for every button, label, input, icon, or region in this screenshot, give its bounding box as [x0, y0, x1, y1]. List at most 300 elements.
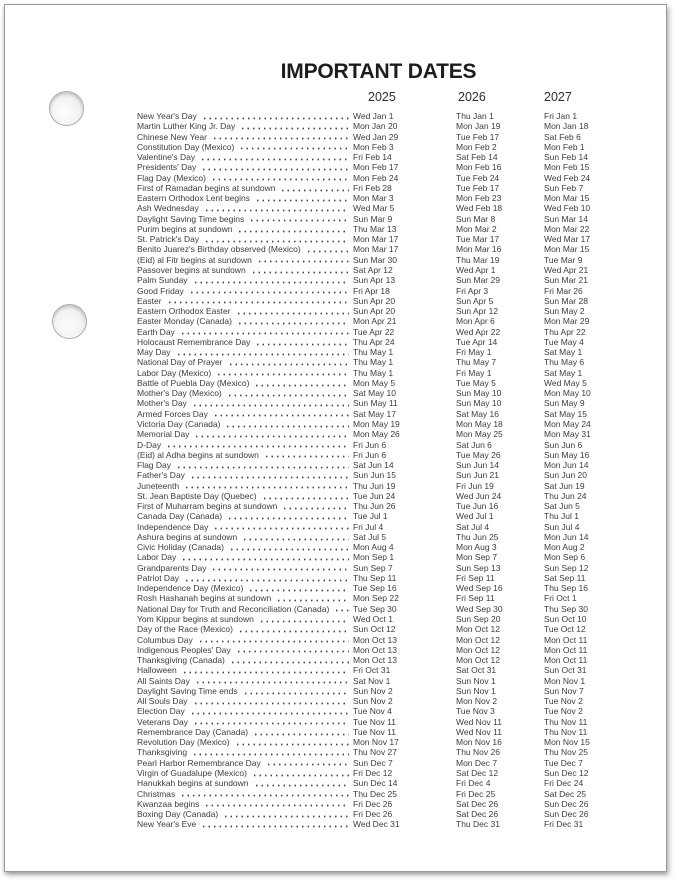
- holiday-name: Civic Holiday (Canada): [137, 542, 224, 553]
- dotted-leader: [178, 327, 349, 337]
- date-2027: Sun Oct 10: [544, 614, 587, 625]
- date-2027: Tue Nov 2: [544, 696, 583, 707]
- date-2027: Mon Feb 15: [544, 162, 590, 173]
- holiday-name: All Saints Day: [137, 675, 190, 686]
- holiday-name: Benito Juarez's Birthday observed (Mexico): [137, 244, 301, 255]
- holiday-name-block: [137, 717, 353, 727]
- table-row: [137, 706, 623, 716]
- table-row: [137, 440, 623, 450]
- holiday-name: Election Day: [137, 706, 185, 717]
- date-2027: Mon Feb 1: [544, 141, 585, 152]
- dotted-leader: [182, 481, 349, 491]
- holiday-name-block: [137, 234, 353, 244]
- date-2025: Mon Oct 13: [353, 644, 397, 655]
- holiday-name: Easter: [137, 295, 162, 306]
- date-2025: Wed Jan 1: [353, 111, 394, 121]
- date-2025: Fri Jun 6: [353, 449, 387, 460]
- holiday-name-block: [137, 255, 353, 265]
- date-2027: Mon Mar 15: [544, 244, 590, 255]
- date-2026: Wed Nov 11: [456, 716, 502, 727]
- dotted-leader: [187, 286, 349, 296]
- holiday-name-block: [137, 440, 353, 450]
- date-2026: Tue Nov 3: [456, 706, 495, 717]
- holiday-name-block: [137, 758, 353, 768]
- holiday-name-block: [137, 152, 353, 162]
- holiday-name-block: [137, 481, 353, 491]
- holiday-name: Armed Forces Day: [137, 408, 208, 419]
- dotted-leader: [223, 419, 349, 429]
- holiday-name: Flag Day: [137, 460, 172, 471]
- holiday-name-block: [137, 511, 353, 521]
- date-2026: Mon Feb 2: [456, 141, 497, 152]
- dotted-leader: [237, 142, 349, 152]
- date-2026: Wed Apr 22: [456, 326, 501, 337]
- holiday-name-block: [137, 635, 353, 645]
- date-2025: Fri Oct 31: [353, 665, 391, 676]
- date-2026: Wed Feb 18: [456, 203, 503, 214]
- table-row: [137, 747, 623, 757]
- table-row: [137, 286, 623, 296]
- holiday-name-block: [137, 347, 353, 357]
- date-2025: Sun Sep 7: [353, 562, 393, 573]
- dotted-leader: [274, 593, 349, 603]
- holiday-name: Victoria Day (Canada): [137, 418, 221, 429]
- date-2025: Sun Nov 2: [353, 685, 393, 696]
- date-2025: Mon Oct 13: [353, 634, 397, 645]
- dotted-leader: [238, 121, 349, 131]
- table-row: [137, 614, 623, 624]
- date-2026: Sat May 16: [456, 408, 499, 419]
- date-2027: Thu Jun 24: [544, 490, 587, 501]
- table-row: [137, 214, 623, 224]
- date-2026: Tue Mar 17: [456, 234, 500, 245]
- table-row: [137, 655, 623, 665]
- date-2026: Wed Sep 30: [456, 603, 503, 614]
- holiday-name-block: [137, 532, 353, 542]
- holiday-name-block: [137, 111, 353, 121]
- table-row: [137, 593, 623, 603]
- table-row: [137, 337, 623, 347]
- table-row: [137, 275, 623, 285]
- holiday-name-block: [137, 686, 353, 696]
- holiday-name-block: [137, 162, 353, 172]
- table-row: [137, 635, 623, 645]
- date-2027: Mon Jan 18: [544, 121, 589, 132]
- holiday-name: Mother's Day: [137, 398, 187, 409]
- dotted-leader: [234, 645, 349, 655]
- date-2025: Sun May 11: [353, 398, 398, 409]
- table-row: [137, 152, 623, 162]
- date-2027: Sun Mar 14: [544, 213, 588, 224]
- date-2026: Sun Sep 13: [456, 562, 501, 573]
- date-2026: Sat Dec 12: [456, 768, 499, 778]
- date-2026: Thu Mar 19: [456, 254, 500, 265]
- holiday-name: Good Friday: [137, 285, 184, 296]
- holiday-name: Thanksgiving: [137, 747, 188, 758]
- date-2025: Wed Oct 1: [353, 614, 393, 625]
- date-2027: Mon Sep 6: [544, 552, 586, 563]
- dotted-leader: [188, 706, 349, 716]
- date-2025: Fri Jul 4: [353, 521, 384, 532]
- dotted-leader: [211, 522, 349, 532]
- dotted-leader: [198, 152, 349, 162]
- table-row: [137, 265, 623, 275]
- date-2026: Tue Feb 17: [456, 182, 500, 193]
- table-row: [137, 316, 623, 326]
- table-row: [137, 573, 623, 583]
- date-2025: Tue Apr 22: [353, 326, 395, 337]
- date-2025: Mon Sep 22: [353, 593, 399, 604]
- holiday-name: Juneteenth: [137, 480, 180, 491]
- holiday-name: Independence Day (Mexico): [137, 583, 244, 594]
- holiday-name-block: [137, 583, 353, 593]
- date-2026: Sat Jul 4: [456, 521, 490, 532]
- holiday-name: Independence Day: [137, 521, 209, 532]
- dotted-leader: [209, 173, 349, 183]
- date-2025: Mon May 5: [353, 377, 396, 388]
- date-2025: Mon Apr 21: [353, 316, 397, 327]
- table-row: [137, 717, 623, 727]
- holiday-name-block: [137, 275, 353, 285]
- table-row: [137, 347, 623, 357]
- date-2027: Sun Dec 12: [544, 768, 589, 778]
- table-row: [137, 481, 623, 491]
- year-header-2025: 2025: [368, 90, 396, 104]
- holiday-name-block: [137, 214, 353, 224]
- date-2027: Fri Jan 1: [544, 111, 578, 121]
- holiday-name: All Souls Day: [137, 696, 188, 707]
- date-2025: Mon Nov 17: [353, 737, 399, 748]
- holiday-name-block: [137, 552, 353, 562]
- holiday-name-block: [137, 563, 353, 573]
- holiday-name-block: [137, 398, 353, 408]
- holiday-name: Remembrance Day (Canada): [137, 726, 249, 737]
- holiday-name-block: [137, 142, 353, 152]
- date-2026: Wed Jul 1: [456, 511, 494, 522]
- date-2025: Mon Mar 17: [353, 244, 399, 255]
- date-2026: Mon Nov 2: [456, 696, 498, 707]
- date-2027: Wed Feb 24: [544, 172, 591, 183]
- date-2026: Tue Feb 17: [456, 131, 500, 142]
- date-2026: Wed Nov 11: [456, 726, 502, 737]
- dotted-leader: [202, 203, 349, 213]
- holiday-name-block: [137, 173, 353, 183]
- holiday-name-block: [137, 470, 353, 480]
- date-2025: Sat Jul 5: [353, 531, 387, 542]
- date-2025: Fri Dec 12: [353, 768, 393, 778]
- date-2025: Sat May 10: [353, 388, 396, 399]
- date-2027: Sat May 1: [544, 347, 583, 358]
- date-2025: Sun Nov 2: [353, 696, 393, 707]
- date-2026: Fri Sep 11: [456, 572, 495, 583]
- holiday-name-block: [137, 491, 353, 501]
- date-2025: Mon May 26: [353, 429, 400, 440]
- dotted-leader: [225, 511, 349, 521]
- date-2026: Mon May 18: [456, 418, 503, 429]
- dotted-leader: [228, 655, 349, 665]
- holiday-name: St. Jean Baptiste Day (Quebec): [137, 490, 257, 501]
- holiday-name-block: [137, 604, 353, 614]
- holiday-name: New Year's Day: [137, 111, 197, 121]
- holiday-name-block: [137, 593, 353, 603]
- dotted-leader: [241, 686, 349, 696]
- table-row: [137, 460, 623, 470]
- holiday-name: Palm Sunday: [137, 275, 188, 286]
- table-row: [137, 224, 623, 234]
- table-row: [137, 501, 623, 511]
- holiday-name-block: [137, 624, 353, 634]
- date-2025: Mon Oct 13: [353, 655, 397, 666]
- holiday-name-block: [137, 655, 353, 665]
- holiday-name-block: [137, 388, 353, 398]
- holiday-name-block: [137, 450, 353, 460]
- holiday-name-block: [137, 306, 353, 316]
- date-2025: Wed Dec 31: [353, 819, 400, 830]
- date-2025: Thu May 1: [353, 357, 394, 368]
- date-2025: Tue Jun 24: [353, 490, 396, 501]
- date-2026: Sun Nov 1: [456, 685, 496, 696]
- table-row: [137, 511, 623, 521]
- date-2025: Thu Jun 19: [353, 480, 396, 491]
- date-2025: Fri Feb 28: [353, 182, 392, 193]
- holiday-name: Martin Luther King Jr. Day: [137, 121, 236, 132]
- date-2026: Thu Jun 25: [456, 531, 499, 542]
- date-2026: Fri May 1: [456, 367, 492, 378]
- holiday-name: Thanksgiving (Canada): [137, 655, 225, 666]
- table-row: [137, 132, 623, 142]
- holiday-name-block: [137, 573, 353, 583]
- holiday-name-block: [137, 778, 353, 788]
- holiday-name-block: [137, 429, 353, 439]
- date-2027: Fri Oct 1: [544, 593, 577, 604]
- date-2025: Mon Aug 4: [353, 542, 394, 553]
- table-row: [137, 368, 623, 378]
- dotted-leader: [255, 255, 349, 265]
- table-row: [137, 542, 623, 552]
- date-2027: Sun Mar 28: [544, 295, 588, 306]
- dotted-leader: [251, 727, 349, 737]
- table-row: [137, 244, 623, 254]
- holiday-name: Patriot Day: [137, 572, 180, 583]
- date-2025: Thu Dec 25: [353, 788, 397, 799]
- date-2027: Mon Nov 1: [544, 675, 586, 686]
- punch-hole-top: [49, 91, 84, 126]
- holiday-name: First of Muharram begins at sundown: [137, 501, 278, 512]
- date-2027: Sun Feb 14: [544, 152, 588, 163]
- holiday-name: National Day of Prayer: [137, 357, 223, 368]
- date-2026: Mon Nov 16: [456, 737, 502, 748]
- date-2025: Mon Mar 17: [353, 234, 399, 245]
- holiday-name-block: [137, 337, 353, 347]
- date-2025: Thu May 1: [353, 347, 394, 358]
- dotted-leader: [262, 450, 349, 460]
- holiday-name: Memorial Day: [137, 429, 190, 440]
- date-2025: Fri Feb 14: [353, 152, 392, 163]
- date-2027: Tue Oct 12: [544, 624, 586, 635]
- date-2025: Thu Mar 13: [353, 223, 397, 234]
- table-row: [137, 296, 623, 306]
- holiday-name-block: [137, 522, 353, 532]
- date-2027: Wed Mar 17: [544, 234, 591, 245]
- date-2026: Sun Jun 21: [456, 470, 500, 481]
- date-2026: Fri Sep 11: [456, 593, 495, 604]
- dotted-leader: [200, 111, 349, 121]
- dotted-leader: [253, 337, 349, 347]
- holiday-name: Labor Day (Mexico): [137, 367, 212, 378]
- holiday-name-block: [137, 737, 353, 747]
- holiday-name-block: [137, 183, 353, 193]
- date-2027: Thu Nov 11: [544, 716, 588, 727]
- date-2027: Thu Apr 22: [544, 326, 586, 337]
- date-2026: Thu Dec 31: [456, 819, 500, 830]
- holiday-name: Eastern Orthodox Easter: [137, 306, 231, 317]
- date-2025: Tue Jul 1: [353, 511, 388, 522]
- table-row: [137, 583, 623, 593]
- dotted-leader: [264, 758, 349, 768]
- date-2025: Fri Jun 6: [353, 439, 387, 450]
- date-2026: Sat Oct 31: [456, 665, 497, 676]
- date-2025: Tue Nov 11: [353, 726, 396, 737]
- holiday-name: Earth Day: [137, 326, 175, 337]
- date-2027: Sun Dec 26: [544, 809, 589, 820]
- date-2027: Sun May 16: [544, 449, 590, 460]
- table-row: [137, 162, 623, 172]
- table-row: [137, 737, 623, 747]
- date-2026: Sun May 10: [456, 388, 502, 399]
- date-2027: Mon Oct 11: [544, 644, 588, 655]
- table-row: [137, 604, 623, 614]
- date-2027: Mon May 31: [544, 429, 591, 440]
- date-2027: Mon May 10: [544, 388, 591, 399]
- date-2026: Tue Jun 16: [456, 501, 499, 512]
- date-2026: Sat Dec 26: [456, 809, 499, 820]
- date-2027: Mon Aug 2: [544, 542, 585, 553]
- date-2026: Mon Oct 12: [456, 644, 500, 655]
- holiday-name-block: [137, 727, 353, 737]
- holiday-name: Grandparents Day: [137, 562, 207, 573]
- date-2025: Sat Jun 14: [353, 460, 394, 471]
- holiday-name-block: [137, 296, 353, 306]
- table-row: [137, 398, 623, 408]
- date-2026: Fri May 1: [456, 347, 492, 358]
- date-2027: Fri Mar 26: [544, 285, 583, 296]
- date-2026: Thu Jan 1: [456, 111, 494, 121]
- dotted-leader: [221, 809, 349, 819]
- holiday-name: Virgin of Guadalupe (Mexico): [137, 768, 247, 778]
- date-2026: Tue Apr 14: [456, 336, 498, 347]
- date-2026: Sun Apr 5: [456, 295, 494, 306]
- dotted-leader: [246, 583, 349, 593]
- holiday-name-block: [137, 193, 353, 203]
- date-2027: Sat Sep 11: [544, 572, 586, 583]
- date-2027: Tue Mar 9: [544, 254, 583, 265]
- holiday-name: Father's Day: [137, 470, 185, 481]
- date-2025: Sun Apr 13: [353, 275, 396, 286]
- date-2027: Tue May 4: [544, 336, 584, 347]
- holiday-name: Ash Wednesday: [137, 203, 199, 214]
- holiday-name: Easter Monday (Canada): [137, 316, 232, 327]
- dotted-leader: [196, 635, 349, 645]
- date-2026: Tue Feb 24: [456, 172, 500, 183]
- date-2027: Tue Dec 7: [544, 757, 583, 768]
- table-row: [137, 676, 623, 686]
- dotted-leader: [178, 789, 349, 799]
- holiday-name: Day of the Race (Mexico): [137, 624, 233, 635]
- holiday-name: Mother's Day (Mexico): [137, 388, 222, 399]
- date-2027: Fri Dec 31: [544, 819, 584, 830]
- dotted-leader: [179, 552, 349, 562]
- date-2026: Mon Jan 19: [456, 121, 501, 132]
- dotted-leader: [202, 234, 349, 244]
- table-row: [137, 203, 623, 213]
- holiday-name-block: [137, 645, 353, 655]
- date-2026: Mon Apr 6: [456, 316, 495, 327]
- date-2025: Sat Nov 1: [353, 675, 391, 686]
- dotted-leader: [211, 409, 349, 419]
- year-header-spacer: [137, 90, 353, 104]
- date-2027: Sun Dec 26: [544, 798, 589, 809]
- table-row: [137, 409, 623, 419]
- date-2025: Mon Sep 1: [353, 552, 395, 563]
- date-2027: Sat Jun 5: [544, 501, 580, 512]
- holiday-name: Valentine's Day: [137, 152, 196, 163]
- year-header-row: [137, 90, 623, 104]
- dotted-leader: [252, 778, 349, 788]
- holiday-name-block: [137, 419, 353, 429]
- date-2025: Mon Mar 3: [353, 193, 394, 204]
- dotted-leader: [210, 132, 349, 142]
- holiday-name: Indigenous Peoples' Day: [137, 644, 231, 655]
- holiday-name: Columbus Day: [137, 634, 193, 645]
- date-2027: Wed May 5: [544, 377, 587, 388]
- dotted-leader: [252, 378, 349, 388]
- holiday-name: Purim begins at sundown: [137, 223, 233, 234]
- date-2027: Thu Sep 30: [544, 603, 588, 614]
- date-2027: Mon Nov 15: [544, 737, 590, 748]
- table-row: [137, 491, 623, 501]
- holiday-name-block: [137, 409, 353, 419]
- table-row: [137, 388, 623, 398]
- holiday-name: Constitution Day (Mexico): [137, 141, 235, 152]
- date-2026: Thu May 7: [456, 357, 497, 368]
- date-2026: Mon Sep 7: [456, 552, 498, 563]
- holiday-name: Holocaust Remembrance Day: [137, 336, 251, 347]
- dotted-leader: [249, 265, 349, 275]
- date-2025: Wed Mar 5: [353, 203, 395, 214]
- date-2027: Sun Jun 6: [544, 439, 583, 450]
- holiday-name-block: [137, 368, 353, 378]
- holiday-name: Revolution Day (Mexico): [137, 737, 230, 748]
- dotted-leader: [233, 737, 349, 747]
- holiday-name-block: [137, 224, 353, 234]
- table-row: [137, 470, 623, 480]
- date-2026: Mon Oct 12: [456, 624, 500, 635]
- date-2027: Mon Jun 14: [544, 531, 589, 542]
- table-row: [137, 173, 623, 183]
- date-2027: Fri Dec 24: [544, 778, 584, 789]
- dotted-leader: [235, 224, 349, 234]
- date-2025: Mon May 19: [353, 418, 400, 429]
- date-2027: Sat May 1: [544, 367, 583, 378]
- dotted-leader: [225, 388, 349, 398]
- holiday-name: Ashura begins at sundown: [137, 531, 238, 542]
- table-row: [137, 234, 623, 244]
- date-2026: Mon Dec 7: [456, 757, 498, 768]
- date-2025: Thu Nov 27: [353, 747, 397, 758]
- holiday-name: National Day for Truth and Reconciliation (Canada): [137, 603, 330, 614]
- date-2025: Mon Jan 20: [353, 121, 398, 132]
- dotted-leader: [193, 676, 349, 686]
